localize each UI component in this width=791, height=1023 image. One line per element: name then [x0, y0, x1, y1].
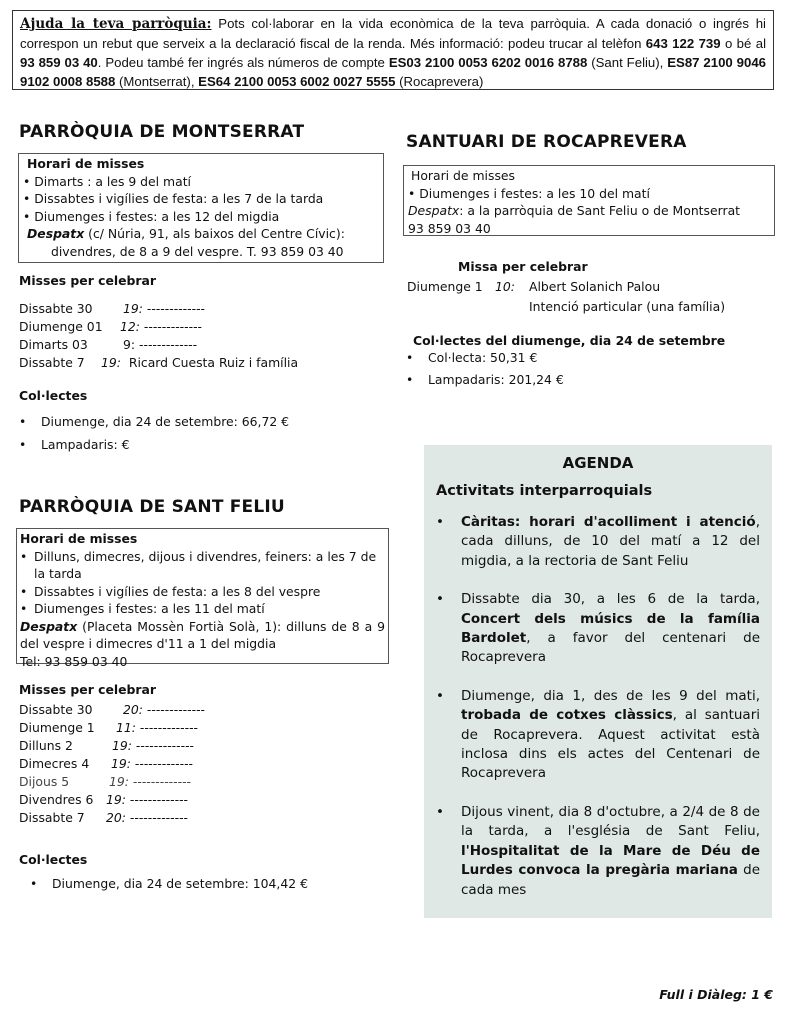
account-number: ES03 2100 0053 6202 0016 8788	[388, 55, 588, 70]
agenda-item: • Càritas: horari d'acolliment i atenció, cada dilluns, de 10 del matí a 12 del migdia, a la rectoria de Sant Feliu	[436, 514, 760, 569]
agenda-title: AGENDA	[562, 454, 634, 472]
despatx-hours: divendres, de 8 a 9 del vespre. T. 93 859 03 40	[51, 243, 344, 259]
collection-item: • Col·lecta: 50,31 €	[406, 350, 538, 365]
account-number: ES64 2100 0053 6002 0027 5555	[198, 74, 396, 89]
account-number: ES87 2100 9046 9102 0008 8588	[20, 55, 766, 89]
rocaprevera-title: SANTUARI DE ROCAPREVERA	[406, 132, 687, 152]
mass-intent: Intenció particular (una família)	[529, 299, 726, 314]
santfeliu-masses-title: Misses per celebrar	[19, 682, 156, 697]
montserrat-masses-title: Misses per celebrar	[19, 273, 156, 288]
agenda-box	[424, 445, 772, 918]
mass-row: Dilluns 2 19: -------------	[19, 738, 195, 753]
schedule-item: • Dilluns, dimecres, dijous i divendres, feiners: a les 7 de la tarda	[20, 548, 377, 581]
montserrat-title: PARRÒQUIA DE MONTSERRAT	[19, 122, 305, 142]
mass-row: Dimarts 03 9: -------------	[19, 337, 198, 352]
schedule-title: Horari de misses	[411, 168, 515, 183]
phone-number: 643 122 739	[645, 36, 721, 51]
montserrat-masses-list	[19, 300, 298, 372]
montserrat-schedule-box	[18, 153, 384, 263]
santfeliu-title: PARRÒQUIA DE SANT FELIU	[19, 497, 285, 517]
mass-row: Diumenge 1 10: Albert Solanich Palou	[407, 279, 661, 294]
donation-lead: Ajuda la teva parròquia:	[20, 16, 212, 32]
phone-number: 93 859 03 40	[408, 220, 491, 236]
mass-row: Dimecres 4 19: -------------	[19, 756, 194, 771]
mass-row: Diumenge 1 11: -------------	[19, 720, 199, 735]
phone-number: 93 859 03 40	[20, 55, 98, 70]
footer-price: Full i Diàleg: 1 €	[659, 987, 773, 1002]
montserrat-collections-list	[19, 410, 289, 456]
collection-item: • Diumenge, dia 24 de setembre: 104,42 €	[30, 876, 308, 891]
mass-row: Divendres 6 19: -------------	[19, 792, 189, 807]
mass-row: Dijous 5 19: -------------	[19, 774, 192, 789]
schedule-item: • Dissabtes i vigílies de festa: a les 8 del vespre	[20, 583, 321, 599]
santfeliu-masses-list	[19, 701, 205, 827]
mass-row: Dissabte 7 20: -------------	[19, 810, 189, 825]
schedule-item: • Diumenges i festes: a les 11 del matí	[20, 601, 265, 616]
mass-row: Dissabte 7 19: Ricard Cuesta Ruiz i família	[19, 355, 299, 370]
agenda-subtitle: Activitats interparroquials	[436, 483, 653, 499]
agenda-item: • Dissabte dia 30, a les 6 de la tarda, Concert dels músics de la família Bardolet, a favor del centenari de Rocaprevera	[436, 591, 760, 666]
mass-row: Dissabte 30 19: -------------	[19, 301, 206, 316]
mass-row: Dissabte 30 20: -------------	[19, 702, 206, 717]
rocaprevera-collections-title: Col·lectes del diumenge, dia 24 de setembre	[413, 333, 726, 348]
schedule-title: Horari de misses	[20, 531, 138, 546]
donation-info-box: Ajuda la teva parròquia: Pots col·laborar en la vida econòmica de la teva parròquia. A cada donació o ingrés hi correspon un rebut que serveix a la declaració fiscal de la renda. Més informació: podeu trucar al telèfon 643 122 739 o bé al 93 859 03 40. Podeu també fer ingrés als números de compte ES03 2100 0053 6202 0016 8788 (Sant Feliu), ES87 2100 9046 9102 0008 8588 (Montserrat), ES64 2100 0053 6002 0027 5555 (Rocaprevera)	[12, 10, 774, 90]
rocaprevera-masses-title: Missa per celebrar	[458, 259, 588, 274]
montserrat-collections-title: Col·lectes	[19, 388, 88, 403]
schedule-title: Horari de misses	[27, 156, 145, 171]
collection-item: • Lampadaris: 201,24 €	[406, 372, 564, 387]
rocaprevera-collections-list	[406, 347, 564, 391]
santfeliu-collections-title: Col·lectes	[19, 852, 88, 867]
collection-item: • Diumenge, dia 24 de setembre: 66,72 €	[19, 414, 290, 429]
schedule-item: • Diumenges i festes: a les 10 del matí	[408, 185, 770, 203]
mass-row: Diumenge 01 12: -------------	[19, 319, 203, 334]
rocaprevera-schedule-box	[403, 165, 775, 236]
despatx-info: Despatx (c/ Núria, 91, als baixos del Centre Cívic):	[27, 226, 345, 241]
santfeliu-collections-list	[30, 875, 308, 893]
rocaprevera-masses-list	[407, 277, 725, 317]
despatx-info: Despatx: a la parròquia de Sant Feliu o de Montserrat	[408, 203, 741, 218]
agenda-list	[436, 513, 760, 900]
agenda-item: • Diumenge, dia 1, des de les 9 del mati, trobada de cotxes clàssics, al santuari de Rocaprevera. Aquest activitat està inclosa dins els actes del Centenari de Rocaprevera	[436, 687, 760, 782]
agenda-item: • Dijous vinent, dia 8 d'octubre, a 2/4 de 8 de la tarda, a l'església de Sant Feliu, l'Hospitalitat de la Mare de Déu de Lurdes convoca la pregària mariana de cada mes	[436, 803, 760, 898]
schedule-item: • Dimarts : a les 9 del matí	[23, 173, 379, 191]
schedule-item: • Diumenges i festes: a les 12 del migdia	[23, 208, 379, 226]
phone-number: Tel: 93 859 03 40	[20, 653, 128, 669]
collection-item: • Lampadaris: €	[19, 437, 130, 452]
despatx-info: Despatx (Placeta Mossèn Fortià Solà, 1): dilluns de 8 a 9 del vespre i dimecres d'11 a 1 del migdia	[20, 618, 385, 651]
santfeliu-schedule-box	[16, 528, 389, 669]
schedule-item: • Dissabtes i vigílies de festa: a les 7 de la tarda	[23, 190, 379, 208]
